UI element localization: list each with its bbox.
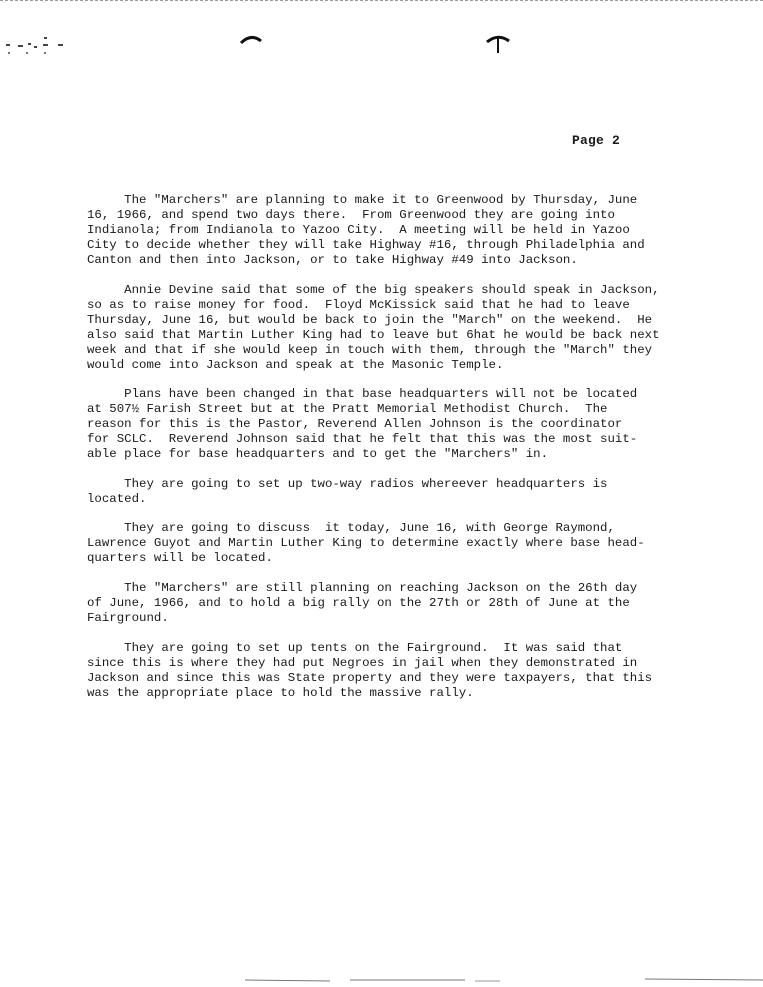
- text-line: located.: [87, 491, 147, 506]
- text-line: of June, 1966, and to hold a big rally on the 27th or 28th of June at the: [87, 595, 630, 610]
- scan-specks: [6, 36, 76, 56]
- text-line: was the appropriate place to hold the massive rally.: [87, 685, 474, 700]
- text-line: The "Marchers" are planning to make it to Greenwood by Thursday, June: [87, 193, 638, 207]
- text-line: week and that if she would keep in touch with them, through the "March" they: [87, 342, 653, 357]
- text-line: They are going to discuss it today, June 16, with George Raymond,: [87, 521, 615, 536]
- paragraph: [87, 477, 677, 507]
- paragraph: [87, 641, 677, 701]
- binder-hole-mark-right: [486, 34, 510, 54]
- paragraph: [87, 521, 677, 566]
- text-line: Jackson and since this was State property and they were taxpayers, that this: [87, 670, 653, 685]
- text-line: at 507½ Farish Street but at the Pratt Memorial Methodist Church. The: [87, 402, 608, 417]
- text-line: They are going to set up two-way radios whereever headquarters is: [87, 476, 608, 491]
- top-edge-dashes: [0, 0, 763, 5]
- text-line: 16, 1966, and spend two days there. From Greenwood they are going into: [87, 208, 615, 222]
- memo-body: [87, 193, 677, 715]
- text-line: Thursday, June 16, but would be back to join the "March" on the weekend. He: [87, 312, 653, 327]
- text-line: Canton and then into Jackson, or to take Highway #49 into Jackson.: [87, 253, 578, 267]
- text-line: Lawrence Guyot and Martin Luther King to determine exactly where base head-: [87, 536, 645, 551]
- text-line: reason for this is the Pastor, Reverend Allen Johnson is the coordinator: [87, 417, 623, 432]
- bottom-scan-marks: [0, 972, 763, 987]
- text-line: able place for base headquarters and to get the "Marchers" in.: [87, 447, 549, 462]
- text-line: also said that Martin Luther King had to leave but 6hat he would be back next: [87, 327, 660, 342]
- text-line: Indianola; from Indianola to Yazoo City. A meeting will be held in Yazoo: [87, 223, 630, 237]
- page-number: Page 2: [572, 133, 621, 148]
- text-line: Plans have been changed in that base headquarters will not be located: [87, 387, 638, 402]
- text-line: Fairground.: [87, 610, 169, 625]
- paragraph: [87, 581, 677, 626]
- text-line: so as to raise money for food. Floyd McKissick said that he had to leave: [87, 297, 630, 312]
- text-line: quarters will be located.: [87, 551, 273, 566]
- paragraph: [87, 283, 677, 373]
- binder-hole-mark-left: [240, 34, 262, 46]
- text-line: City to decide whether they will take Highway #16, through Philadelphia and: [87, 238, 645, 252]
- text-line: They are going to set up tents on the Fairground. It was said that: [87, 640, 623, 655]
- text-line: The "Marchers" are still planning on reaching Jackson on the 26th day: [87, 580, 638, 595]
- paragraph: [87, 387, 677, 462]
- text-line: for SCLC. Reverend Johnson said that he felt that this was the most suit-: [87, 432, 638, 447]
- text-line: Annie Devine said that some of the big speakers should speak in Jackson,: [87, 282, 660, 297]
- text-line: would come into Jackson and speak at the Masonic Temple.: [87, 357, 504, 372]
- text-line: since this is where they had put Negroes in jail when they demonstrated in: [87, 655, 638, 670]
- paragraph: [87, 193, 677, 268]
